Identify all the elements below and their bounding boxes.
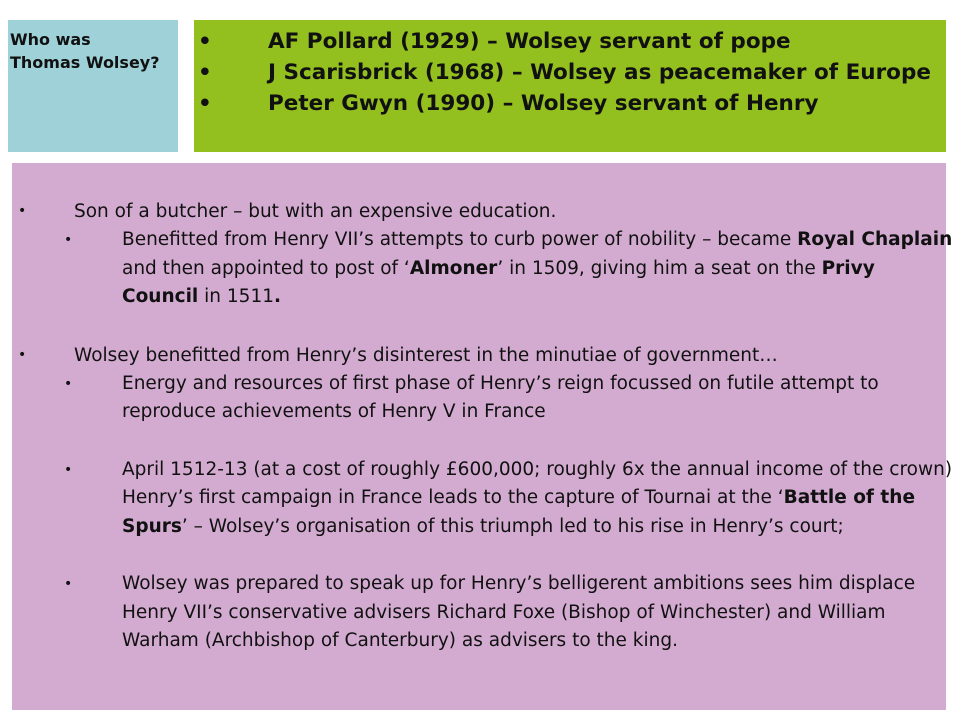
historian-text: AF Pollard (1929) – Wolsey servant of pope xyxy=(268,29,791,54)
sub-point xyxy=(0,570,960,656)
emphasis-term: Almoner xyxy=(409,257,498,279)
spacer xyxy=(0,427,960,456)
main-point xyxy=(0,197,960,226)
sub-point-text: April 1512-13 (at a cost of roughly £600,000; roughly 6x the annual income of the crown) Henry’s first campaign in France leads to the capture of Tournai at the ‘ xyxy=(122,458,953,508)
emphasis-term: Royal Chaplain xyxy=(797,229,953,250)
emphasis-term: Privy Council xyxy=(122,257,875,307)
bullet-icon: • xyxy=(18,203,27,219)
sub-point-text: in 1511 xyxy=(198,286,274,307)
historian-item xyxy=(194,26,946,57)
spacer xyxy=(0,541,960,570)
bullet-icon: • xyxy=(64,232,73,248)
historian-text: Peter Gwyn (1990) – Wolsey servant of Henry xyxy=(268,91,819,116)
bullet-icon: • xyxy=(18,346,27,363)
bullet-icon: • xyxy=(64,576,73,592)
sub-point-text: and then appointed to post of ‘ xyxy=(122,257,410,279)
sub-point xyxy=(0,226,960,312)
bullet-icon: • xyxy=(64,461,73,478)
emphasis-term: Battle of the Spurs xyxy=(122,487,915,537)
historian-item xyxy=(194,88,946,119)
bullet-icon: • xyxy=(198,60,212,85)
historians-panel xyxy=(194,20,946,152)
main-point-text: Son of a butcher – but with an expensive education. xyxy=(74,201,557,222)
sub-point-text: Energy and resources of first phase of Henry’s reign focussed on futile attempt to reproduce achievements of Henry V in France xyxy=(122,372,879,422)
main-content xyxy=(0,197,960,656)
sub-point-text: ’ in 1509, giving him a seat on the xyxy=(497,257,822,279)
sub-point xyxy=(0,456,960,542)
historian-item xyxy=(194,57,946,88)
sub-point-text: Benefitted from Henry VII’s attempts to curb power of nobility – became xyxy=(122,229,798,250)
emphasis-term: . xyxy=(274,286,282,307)
main-point-text: Wolsey benefitted from Henry’s disinterest in the minutiae of government… xyxy=(74,344,778,366)
spacer xyxy=(0,312,960,341)
slide-title: Who was Thomas Wolsey? xyxy=(10,30,160,72)
historian-text: J Scarisbrick (1968) – Wolsey as peacemaker of Europe xyxy=(268,60,931,85)
sub-point xyxy=(0,370,960,427)
sub-point-text: Wolsey was prepared to speak up for Henry’s belligerent ambitions sees him displace Henry VII’s conservative advisers Richard Foxe (Bishop of Winchester) and William Warham (Archbishop of Canterbury) as advisers to the king. xyxy=(122,573,916,651)
historians-list xyxy=(194,26,946,119)
section-background xyxy=(0,197,960,312)
section-rise xyxy=(0,341,960,656)
bullet-icon: • xyxy=(198,29,212,54)
bullet-icon: • xyxy=(64,375,73,392)
bullet-icon: • xyxy=(198,91,212,116)
main-point xyxy=(0,341,960,370)
sub-point-text: ’ – Wolsey’s organisation of this triumph led to his rise in Henry’s court; xyxy=(181,515,844,537)
